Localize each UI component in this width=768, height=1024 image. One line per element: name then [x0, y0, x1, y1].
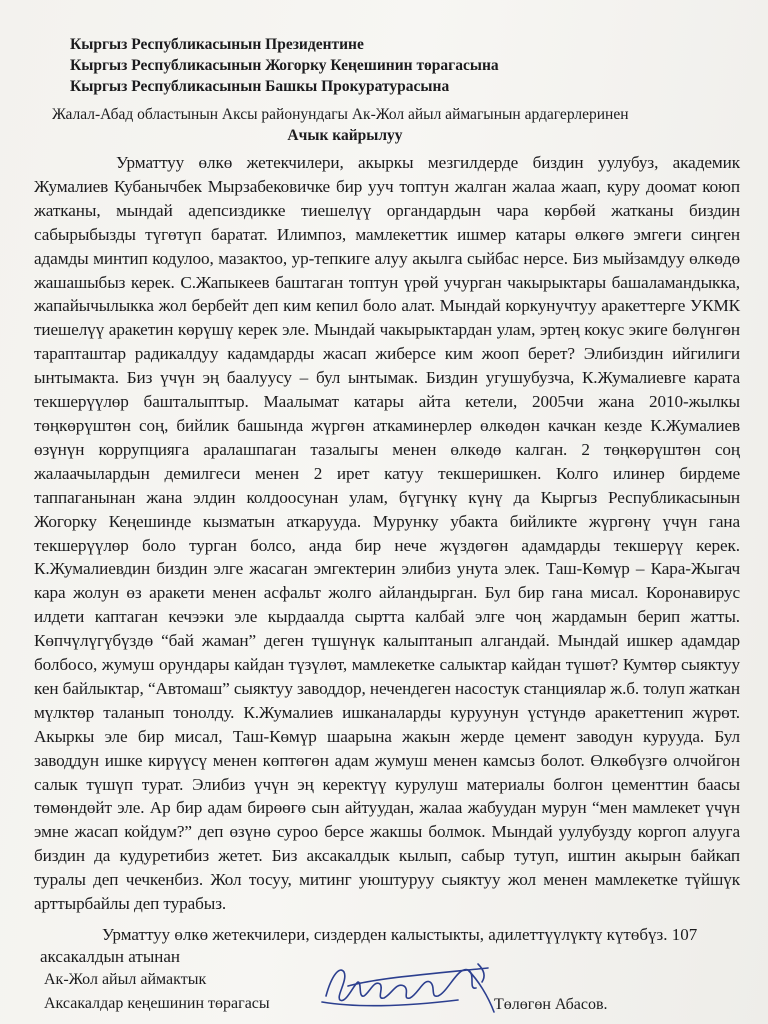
addressee-parliament-chair: Кыргыз Республикасынын Жогорку Кеңешинин төрагасына: [70, 57, 499, 74]
addressee-block: [70, 34, 499, 97]
letter-body: Урматтуу өлкө жетекчилери, акыркы мезгилдерде биздин уулубуз, академик Жумалиев Кубанычбек Мырзабековичке бир ууч топтун жалган жалаа жаап, куру доомат коюп жатканы, мындай адепсиздикке тиешелүү органдардын чара көрбөй жатканы биздин сабырыбызды түгөтүп баратат. Илимпоз, мамлекеттик ишмер катары өлкөгө эмгеги сиңген адамды минтип кодулоо, мазактоо, ур-тепкиге алуу акылга сыйбас нерсе. Биз мыйзамдуу өлкөдө жашашыбыз керек. С.Жапыкеев баштаган топтун үрөй учурган чакырыктары башаламандыкка, жапайычылыкка жол бербейт деп ким кепил боло алат. Мындай коркунучтуу аракеттерге УКМК тиешелүү аракетин көрүшү керек эле. Мындай чакырыктардан улам, эртең кокус экиге бөлүнгөн тарапташтар радикалдуу кадамдарды жасап жиберсе ким жооп берет? Элибиздин ийгилиги ынтымакта. Биз үчүн эң баалуусу – бул ынтымак. Биздин угушубузча, К.Жумалиевге карата текшерүүлөр башталыптыр. Маалымат катары айта кетели, 2005чи жана 2010-жылкы төңкөрүштөн соң, бийлик башында жүргөн аткаминерлер өлкөдөн качкан кезде К.Жумалиев өзүнүн коррупцияга аралашпаган тазалыгы менен өлкөдө калган. 2 төңкөрүштөн соң жалаачылардын демилгеси менен 2 ирет катуу текшеришкен. Колго илинер бирдеме таппаганынан жана элдин колдоосунан улам, бүгүнкү күнү да Кыргыз Республикасынын Жогорку Кеңешинде кызматын аткарууда. Мурунку убакта бийликте жүргөнү үчүн гана текшерүүлөр боло турган болсо, анда бир нече жүздөгөн адамдарды текшерүү керек. К.Жумалиевдин биздин элге жасаган эмгектерин элибиз унута элек. Таш-Көмүр – Кара-Жыгач кара жолун өз аракети менен асфальт жолго айландырган. Бул бир гана мисал. Коронавирус илдети каптаган кечээки эле кырдаалда сыртта калбай элге чоң жардамын берип жатты. Көпчүлүгүбүздө “бай жаман” деген түшүнүк калыптанып алгандай. Мындай ишкер адамдар болбосо, жумуш орундары кайдан түзүлөт, мамлекетке салыктар кайдан түшөт? Кумтөр сыяктуу кен байлыктар, “Автомаш” сыяктуу заводдор, нечендеген насостук станциялар ж.б. толуп жаткан мүлктөр таланып тонолду. К.Жумалиев ишканаларды куруунун үстүндө аракеттенип жүрөт. Акыркы эле бир мисал, Таш-Көмүр шаарына жакын жерде цемент заводун курууда. Бул заводдун ишке кирүүсү менен көптөгөн адам жумуш менен камсыз болот. Өлкөбүзгө олчойгон салык түшүп турат. Элибиз үчүн эң керектүү курулуш материалы болгон цементтин баасы төмөндөйт эле. Ар бир адам бирөөгө сын айтуудан, жалаа жабуудан мурун “мен мамлекет үчүн эмне жасап койдум?” деп өзүнө суроо берсе жакшы болмок. Мындай уулубузду коргоп алууга биздин да кудуретибиз жетет. Биз аксакалдык кылып, сабыр тутуп, иштин акырын байкап туралы деп чечкенбиз. Жол тосуу, митинг уюштуруу сыяктуу жол менен мамлекетке түйшүк арттырбайлы деп турабыз.: [34, 153, 740, 914]
sender-line: Жалал-Абад областынын Аксы районундагы Ак-Жол айыл аймагынын ардагерлеринен: [52, 106, 629, 123]
signatory-block: [44, 968, 270, 1016]
addressee-president: Кыргыз Республикасынын Президентине: [70, 36, 364, 53]
addressee-prosecutor: Кыргыз Республикасынын Башкы Прокуратурасына: [70, 78, 450, 95]
signatory-org-line-2: Аксакалдар кеңешинин төрагасы: [44, 995, 270, 1012]
closing-paragraph: Урматтуу өлкө жетекчилери, сиздерден калыстыкты, адилеттүүлүктү күтөбүз. 107 аксакалдын атынан: [40, 925, 698, 966]
signatory-org-line-1: Ак-Жол айыл аймактык: [44, 971, 207, 988]
signatory-name: Төлөгөн Абасов.: [494, 996, 608, 1013]
handwritten-signature: [318, 956, 518, 1016]
letter-title: Ачык кайрылуу: [287, 127, 403, 144]
